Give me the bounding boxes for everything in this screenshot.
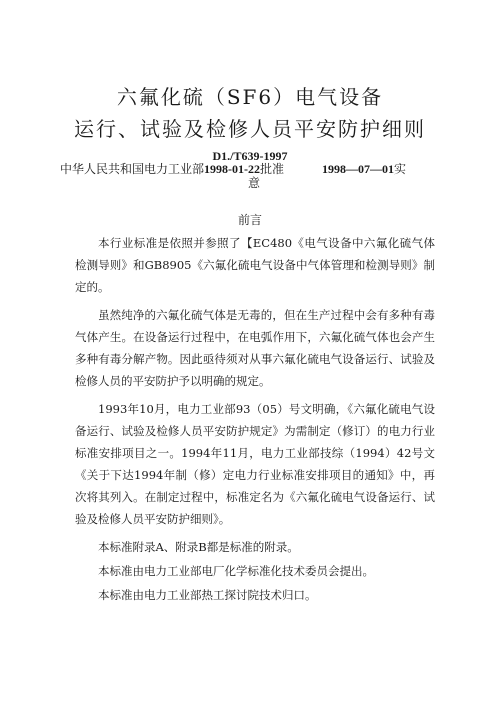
document-title-line1: 六氟化硫（SF6）电气设备 xyxy=(116,85,384,109)
issue-info xyxy=(60,162,440,190)
paragraph: 1993年10月，电力工业部93（05）号文明确，《六氟化硫电气设备运行、试验及检修人员平安防护规定》为需制定（修订）的电力行业标准安排项目之一。1994年11月，电力工业部技综（1994）42号文《关于下达1994年制（修）定电力行业标准安排项目的通知》中，再次将其列入。在制定过程中，标准定名为《六氟化硫电气设备运行、试验及检修人员平安防护细则》。 xyxy=(75,402,435,526)
paragraph: 本标准附录A、附录B都是标准的附录。 xyxy=(98,540,299,554)
foreword-heading: 前言 xyxy=(237,213,262,227)
issue-info-line1 xyxy=(60,162,440,176)
foreword-body xyxy=(75,232,435,608)
paragraph: 虽然纯净的六氟化硫气体是无毒的，但在生产过程中会有多种有毒气体产生。在设备运行过程中，在电弧作用下，六氟化硫气体也会产生多种有毒分解产物。因此亟待须对从事六氟化硫电气设备运行、试验及检修人员的平安防护予以明确的规定。 xyxy=(75,308,435,388)
implement-label-a: 实 xyxy=(394,162,407,176)
paragraph: 本行业标准是依照并参照了【EC480《电气设备中六氟化硫气体检测导则》和GB8905《六氟化硫电气设备中气体管理和检测导则》制定的。 xyxy=(75,236,435,294)
implement-date: 1998—07—01 xyxy=(322,162,395,176)
issuer: 中华人民共和国电力工业部 xyxy=(60,162,205,176)
approve-date: 1998-01-22 xyxy=(204,162,261,176)
standard-code: D1./T639-1997 xyxy=(212,149,288,163)
paragraph: 本标准由电力工业部热工探讨院技术归口。 xyxy=(98,588,317,602)
document-title-line2: 运行、试验及检修人员平安防护细则 xyxy=(74,117,426,141)
approve-label: 批准 xyxy=(260,162,285,176)
paragraph: 本标准由电力工业部电厂化学标准化技术委员会提出。 xyxy=(98,564,374,578)
implement-label-b: 意 xyxy=(247,176,260,190)
